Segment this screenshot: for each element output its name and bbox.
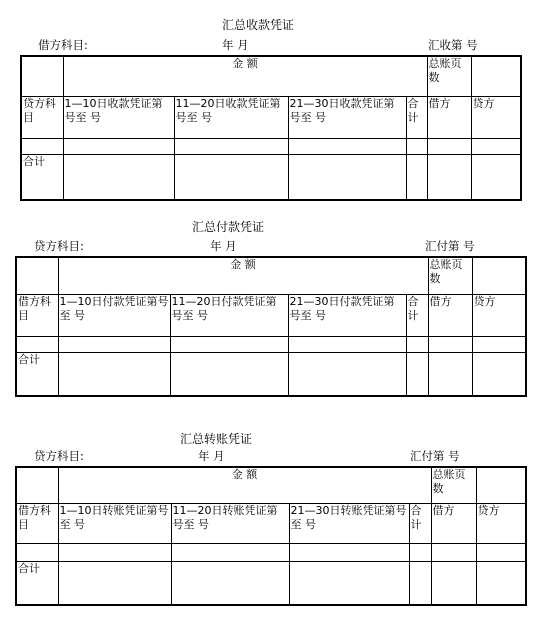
table-cell xyxy=(289,561,409,605)
table-cell xyxy=(472,336,526,352)
debit-header: 借方 xyxy=(428,294,472,336)
voucher-number: 汇付第 号 xyxy=(410,449,460,463)
ledger-pages-header: 总账页数 xyxy=(427,56,471,96)
table-cell xyxy=(406,138,427,154)
period-2-header: 11—20日收款凭证第 号至 号 xyxy=(174,96,288,138)
table-cell xyxy=(471,154,521,200)
total-row-label: 合计 xyxy=(21,154,63,200)
ledger-pages-header: 总账页数 xyxy=(431,467,476,503)
table-cell xyxy=(170,336,288,352)
period-2-header: 11—20日转账凭证第号至 号 xyxy=(171,503,289,543)
table-cell xyxy=(63,154,174,200)
voucher-date: 年 月 xyxy=(222,38,249,52)
voucher-date: 年 月 xyxy=(198,449,225,463)
total-column-header: 合计 xyxy=(406,96,427,138)
period-2-header: 11—20日付款凭证第号至 号 xyxy=(170,294,288,336)
amount-header: 金 额 xyxy=(58,467,431,503)
total-row-label: 合计 xyxy=(16,561,58,605)
voucher-number: 汇收第 号 xyxy=(428,38,478,52)
table-cell xyxy=(288,352,406,396)
side-subject-header: 借方科目 xyxy=(16,503,58,543)
table-cell xyxy=(427,154,471,200)
total-column-header: 合计 xyxy=(406,294,428,336)
voucher-subject-label: 借方科目: xyxy=(38,38,88,52)
credit-header: 贷方 xyxy=(472,294,526,336)
ledger-pages-header: 总账页数 xyxy=(428,257,472,294)
debit-header: 借方 xyxy=(427,96,471,138)
credit-header: 贷方 xyxy=(476,503,526,543)
period-1-header: 1—10日转账凭证第号至 号 xyxy=(58,503,171,543)
table-cell xyxy=(476,543,526,561)
voucher-table xyxy=(15,256,527,397)
table-cell xyxy=(170,352,288,396)
table-cell xyxy=(289,543,409,561)
table-cell xyxy=(288,138,406,154)
table-cell xyxy=(409,543,431,561)
voucher-table xyxy=(15,466,527,606)
table-cell xyxy=(174,138,288,154)
amount-header: 金 额 xyxy=(58,257,428,294)
table-cell xyxy=(427,138,471,154)
blank-corner xyxy=(16,467,58,503)
debit-header: 借方 xyxy=(431,503,476,543)
table-cell xyxy=(174,154,288,200)
table-cell xyxy=(16,336,58,352)
table-cell xyxy=(431,543,476,561)
table-cell xyxy=(58,561,171,605)
voucher-title: 汇总付款凭证 xyxy=(192,220,265,234)
side-subject-header: 贷方科目 xyxy=(21,96,63,138)
period-3-header: 21—30日收款凭证第号至 号 xyxy=(288,96,406,138)
table-cell xyxy=(471,138,521,154)
blank-corner xyxy=(21,56,63,96)
table-cell xyxy=(428,336,472,352)
table-cell xyxy=(431,561,476,605)
amount-header: 金 额 xyxy=(63,56,427,96)
table-cell xyxy=(406,336,428,352)
table-cell xyxy=(472,352,526,396)
blank-corner xyxy=(16,257,58,294)
table-cell xyxy=(16,543,58,561)
table-cell xyxy=(63,138,174,154)
voucher-table xyxy=(20,55,522,201)
side-subject-header: 借方科目 xyxy=(16,294,58,336)
voucher-number: 汇付第 号 xyxy=(425,239,475,253)
table-cell xyxy=(288,154,406,200)
period-3-header: 21—30日转账凭证第号至 号 xyxy=(289,503,409,543)
table-cell xyxy=(406,154,427,200)
period-1-header: 1—10日收款凭证第 号至 号 xyxy=(63,96,174,138)
credit-header: 贷方 xyxy=(471,96,521,138)
period-3-header: 21—30日付款凭证第号至 号 xyxy=(288,294,406,336)
total-column-header: 合计 xyxy=(409,503,431,543)
table-cell xyxy=(288,336,406,352)
table-cell xyxy=(171,543,289,561)
table-cell xyxy=(58,336,170,352)
table-cell xyxy=(21,138,63,154)
voucher-title: 汇总收款凭证 xyxy=(222,18,295,32)
blank-header xyxy=(476,467,526,503)
total-row-label: 合计 xyxy=(16,352,58,396)
table-cell xyxy=(428,352,472,396)
table-cell xyxy=(476,561,526,605)
voucher-title: 汇总转账凭证 xyxy=(180,432,253,446)
blank-header xyxy=(472,257,526,294)
voucher-date: 年 月 xyxy=(210,239,237,253)
voucher-subject-label: 贷方科目: xyxy=(34,239,84,253)
blank-header xyxy=(471,56,521,96)
voucher-subject-label: 贷方科目: xyxy=(34,449,84,463)
table-cell xyxy=(406,352,428,396)
period-1-header: 1—10日付款凭证第号至 号 xyxy=(58,294,170,336)
table-cell xyxy=(409,561,431,605)
table-cell xyxy=(58,352,170,396)
table-cell xyxy=(171,561,289,605)
table-cell xyxy=(58,543,171,561)
